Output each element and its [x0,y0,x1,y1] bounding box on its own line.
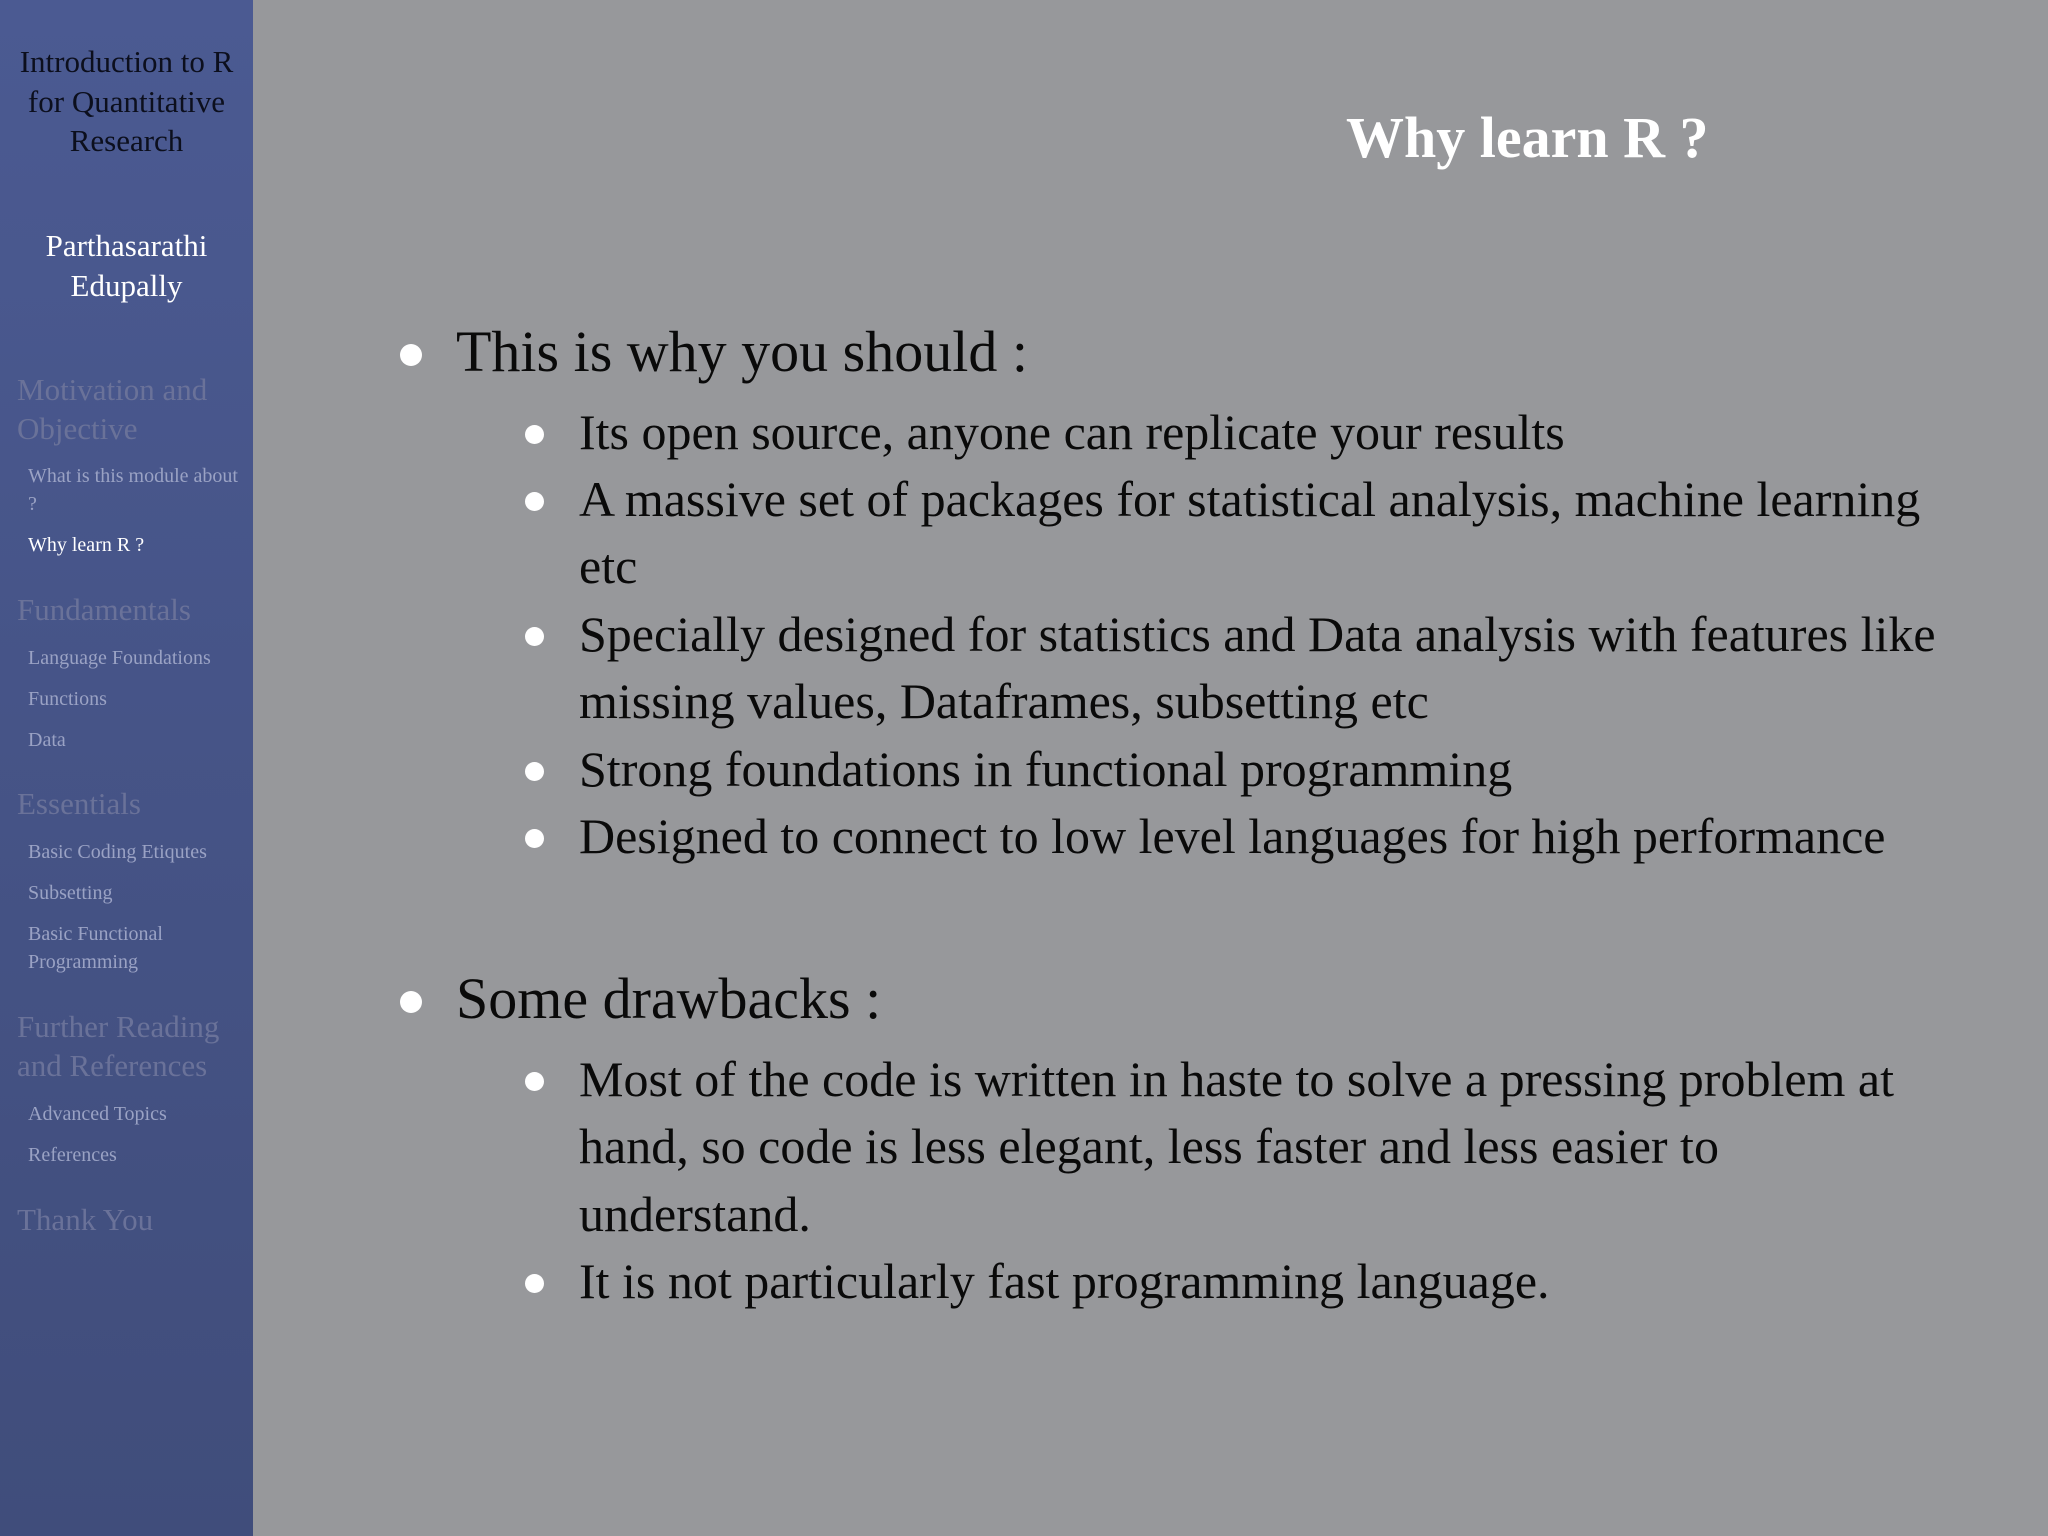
sub-bullet-not-fast: It is not particularly fast programming language. [579,1253,1550,1309]
sidebar-item-why-learn-r[interactable]: Why learn R ? [28,534,145,556]
sub-bullet-dot [525,1274,544,1293]
sub-bullet-dot [525,627,544,646]
sub-bullet-dot [525,762,544,781]
bullet-dot [400,344,422,366]
bullet-why-you-should: This is why you should : [456,319,1028,384]
sidebar-item-language-foundations[interactable]: Language Foundations [28,647,211,669]
presentation-author[interactable]: Parthasarathi Edupally [45,228,208,303]
sidebar-item-references[interactable]: References [28,1144,117,1166]
sub-bullet-statistics-design: Specially designed for statistics and Data analysis with features like missing values, Dataframes, subsetting etc [579,606,1936,730]
sidebar-item-subsetting[interactable]: Subsetting [28,882,113,904]
sidebar [0,0,253,1536]
sidebar-section-essentials[interactable]: Essentials [17,786,141,821]
presentation-title[interactable]: Introduction to R for Quantitative Research [19,44,234,158]
bullet-drawbacks: Some drawbacks : [456,966,882,1031]
sub-bullet-low-level-languages: Designed to connect to low level languages for high performance [579,808,1886,864]
sidebar-item-advanced-topics[interactable]: Advanced Topics [28,1103,167,1125]
sub-bullet-dot [525,492,544,511]
sidebar-item-basic-coding-etiqutes[interactable]: Basic Coding Etiqutes [28,841,207,863]
sidebar-item-basic-functional-programming[interactable]: Basic Functional Programming [28,923,163,973]
bullet-dot [400,991,422,1013]
sidebar-section-thank-you[interactable]: Thank You [17,1202,154,1237]
sub-bullet-open-source: Its open source, anyone can replicate your results [579,404,1565,460]
slide-title: Why learn R ? [1346,105,1709,170]
sidebar-item-data[interactable]: Data [28,729,66,751]
sidebar-item-what-is-this-module[interactable]: What is this module about ? [28,465,238,515]
sidebar-section-motivation[interactable]: Motivation and Objective [17,372,208,446]
sub-bullet-dot [525,829,544,848]
sub-bullet-dot [525,425,544,444]
sub-bullet-code-in-haste: Most of the code is written in haste to solve a pressing problem at hand, so code is less elegant, less faster and less easier to understand. [579,1051,1895,1242]
sub-bullet-dot [525,1072,544,1091]
sub-bullet-packages: A massive set of packages for statistical analysis, machine learning etc [579,471,1921,595]
sidebar-section-fundamentals[interactable]: Fundamentals [17,592,191,627]
sidebar-item-functions[interactable]: Functions [28,688,107,710]
sub-bullet-functional-programming: Strong foundations in functional programming [579,741,1513,797]
sidebar-section-further-reading[interactable]: Further Reading and References [17,1009,220,1083]
